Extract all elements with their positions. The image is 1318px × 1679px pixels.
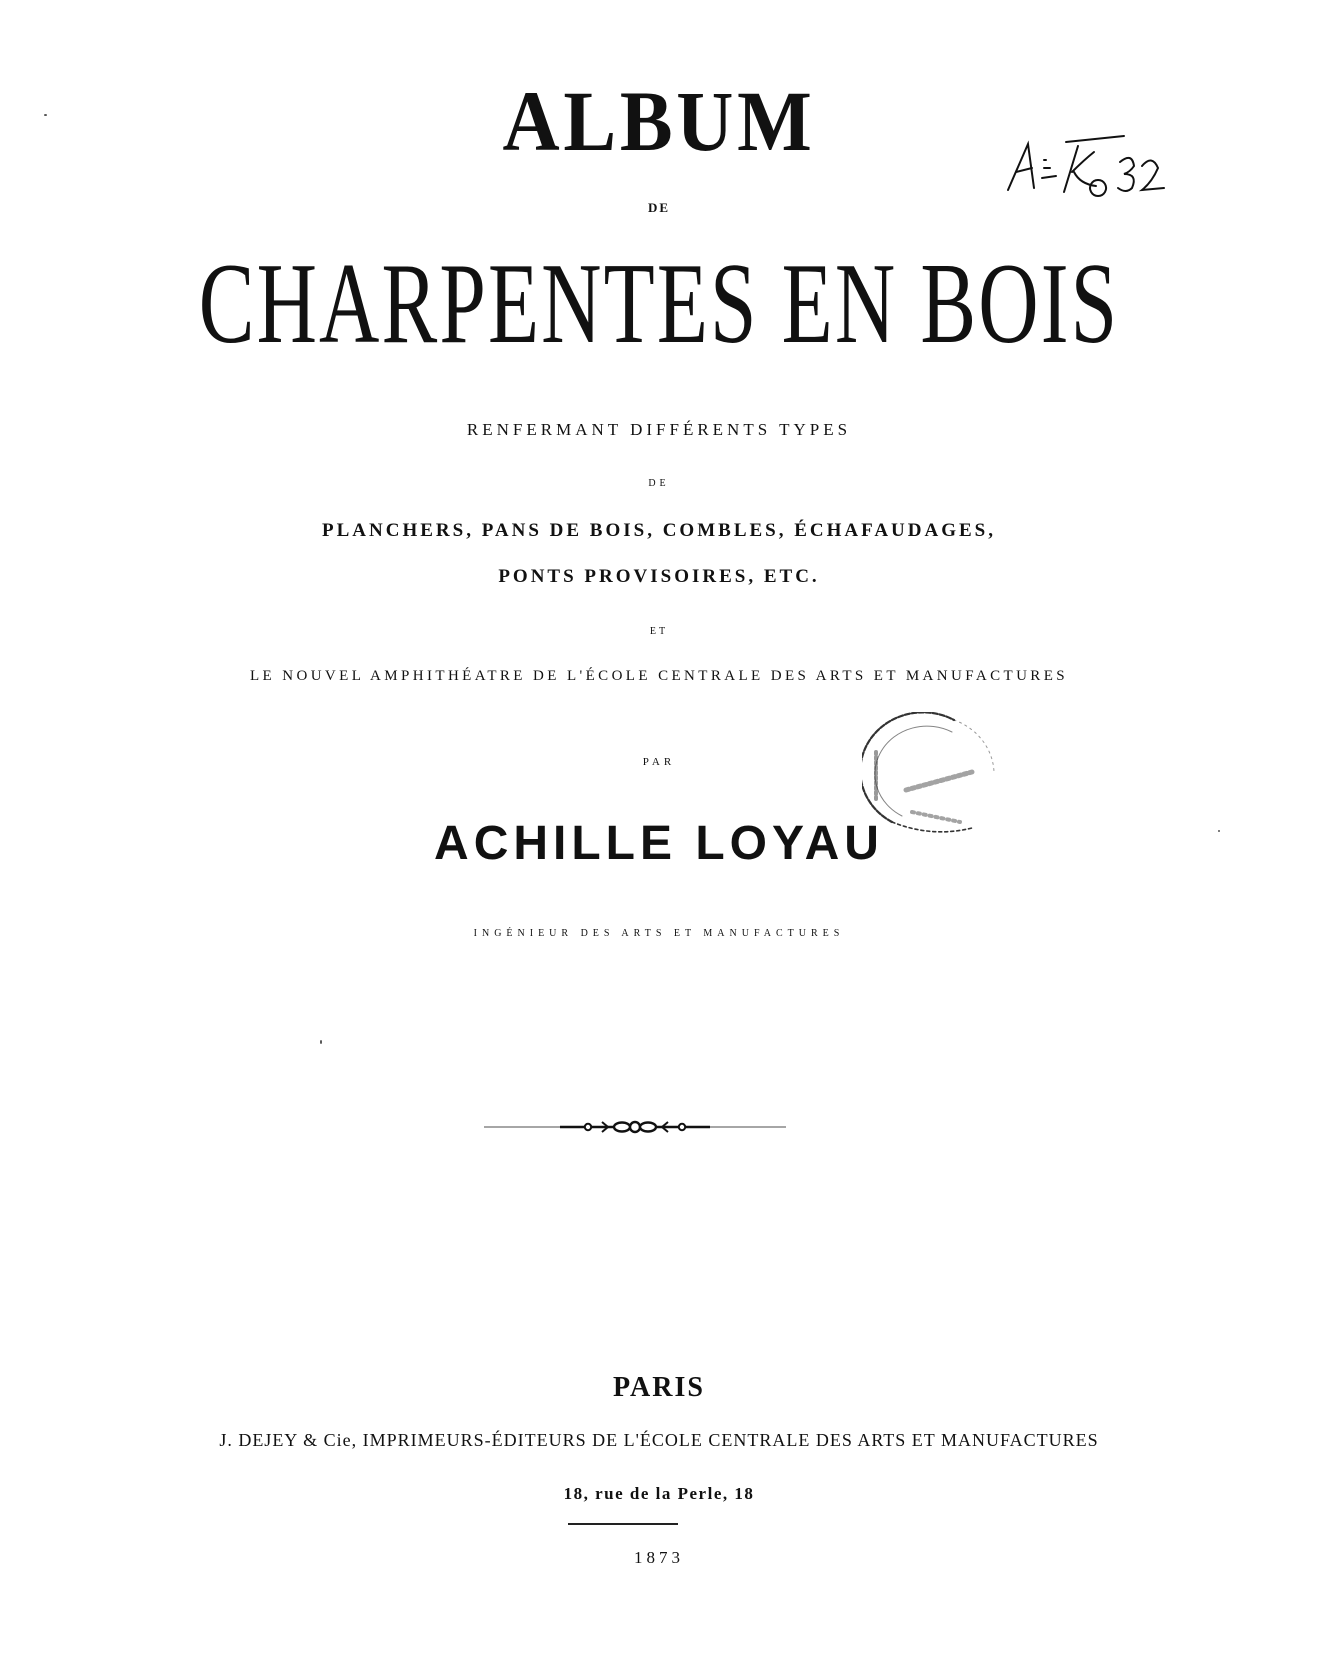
short-rule (568, 1523, 678, 1525)
scan-speck (44, 114, 47, 116)
connector-de-2: DE (648, 478, 670, 489)
author-name: ACHILLE LOYAU (434, 817, 884, 870)
connector-et: ET (649, 626, 669, 637)
topics-line-2: PONTS PROVISOIRES, ETC. (498, 566, 820, 587)
amphitheatre-line: LE NOUVEL AMPHITHÉATRE DE L'ÉCOLE CENTRALE DES ARTS ET MANUFACTURES (249, 668, 1069, 684)
imprint-address: 18, rue de la Perle, 18 (563, 1484, 755, 1503)
scan-speck (1218, 830, 1220, 832)
main-title: CHARPENTES EN BOIS (198, 240, 1120, 368)
by-label: PAR (642, 756, 676, 768)
scan-speck (320, 1040, 322, 1044)
author-title: INGÉNIEUR DES ARTS ET MANUFACTURES (473, 928, 845, 939)
imprint-year: 1873 (634, 1548, 684, 1567)
subtitle-line: RENFERMANT DIFFÉRENTS TYPES (466, 420, 852, 439)
imprint-city: PARIS (613, 1372, 705, 1403)
handwritten-shelfmark-icon (1000, 122, 1180, 202)
decorative-rule-icon (480, 1112, 790, 1142)
imprint-publisher: J. DEJEY & Cie, IMPRIMEURS-ÉDITEURS DE L'ÉCOLE CENTRALE DES ARTS ET MANUFACTURES (219, 1430, 1099, 1450)
title-album: ALBUM (502, 73, 816, 169)
connector-de: DE (647, 200, 671, 215)
topics-line-1: PLANCHERS, PANS DE BOIS, COMBLES, ÉCHAFAUDAGES, (322, 520, 996, 541)
